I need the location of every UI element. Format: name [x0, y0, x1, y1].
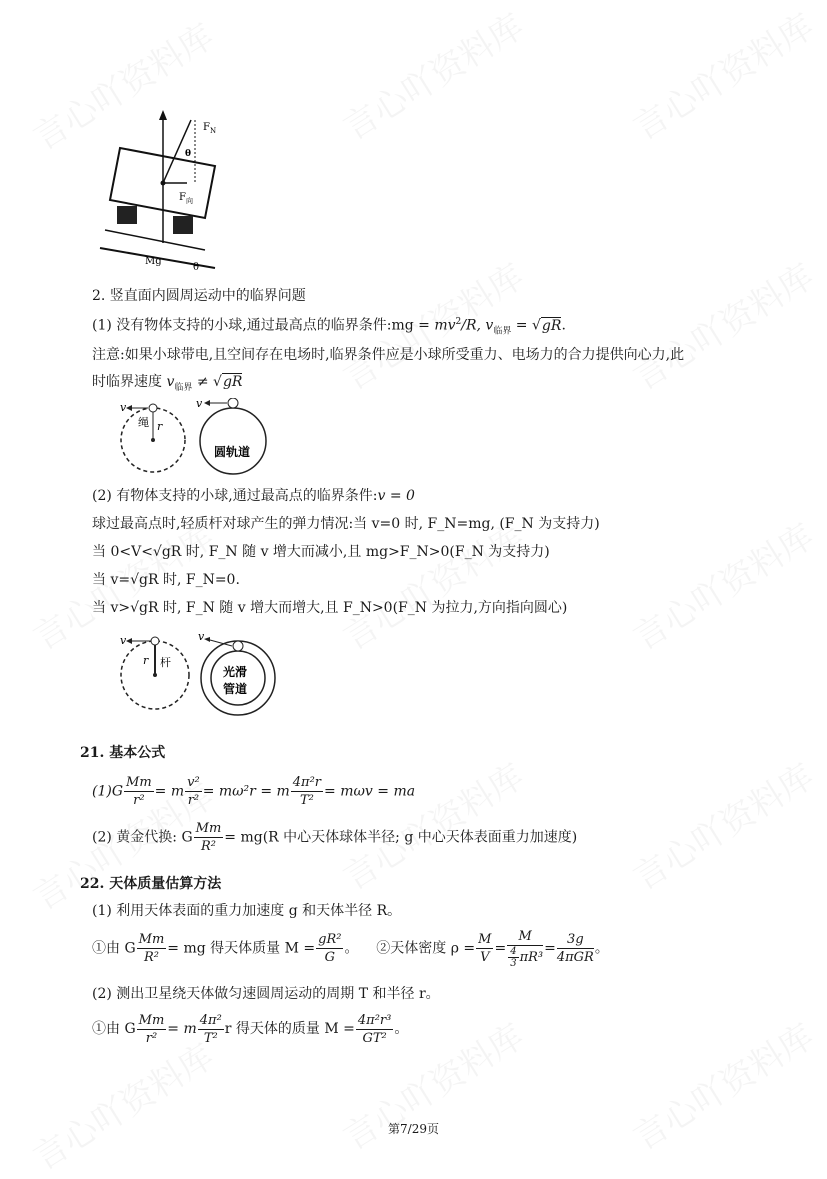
fraction: [137, 1012, 167, 1047]
text: 。: [594, 940, 609, 957]
text: 。: [344, 940, 359, 957]
formula-22-2: [92, 1010, 408, 1048]
text: =: [494, 940, 507, 957]
text: = m: [167, 1021, 197, 1037]
text: = mg(R 中心天体球体半径; g 中心天体表面重力加速度): [224, 829, 578, 846]
text: ①由 G: [92, 1021, 136, 1037]
text: = √: [511, 317, 541, 334]
numerator: 4π²r: [292, 775, 322, 790]
fraction: [557, 931, 594, 966]
denominator: V: [480, 950, 490, 965]
denominator: GT²: [362, 1030, 387, 1046]
rope-and-track-diagram: [110, 398, 280, 480]
fraction: [194, 820, 224, 855]
denominator: [507, 946, 543, 969]
text: mg =: [391, 317, 435, 334]
numerator: 4π²r³: [357, 1012, 392, 1028]
section-2-para-2: [92, 486, 415, 506]
rod-line-2: 当 0<V<√gR 时, F_N 随 v 增大而减小,且 mg>F_N>0(F_N 为支持力): [92, 544, 550, 560]
text: (1) 没有物体支持的小球,通过最高点的临界条件:: [92, 317, 392, 334]
mg-label: Mg: [145, 256, 162, 267]
theta-label-2: θ: [193, 262, 200, 273]
text: 临界: [493, 326, 512, 337]
rod-and-pipe-diagram: [110, 630, 280, 720]
text: ≠ √: [192, 374, 222, 390]
text: (1)G: [92, 783, 124, 800]
fraction: [316, 931, 343, 966]
text: ②天体密度 ρ =: [376, 940, 476, 957]
watermark: [623, 250, 822, 400]
fraction: [476, 931, 493, 966]
text: mv: [434, 317, 456, 334]
text: v: [166, 374, 175, 390]
numerator: v²: [187, 775, 200, 790]
section-2-para-1: [92, 312, 566, 341]
numerator: M: [478, 932, 492, 947]
watermark: [623, 0, 822, 149]
page-number: 第7/29页: [388, 1122, 439, 1136]
watermark: [623, 750, 822, 900]
fraction: [291, 774, 323, 809]
v-label: v: [196, 398, 203, 410]
rod-line-3: 当 v=√gR 时, F_N=0.: [92, 572, 240, 588]
section-2-title: 2. 竖直面内圆周运动中的临界问题: [92, 288, 306, 304]
rod-line-1: 球过最高点时,轻质杆对球产生的弹力情况:当 v=0 时, F_N=mg, (F_N 为支持力): [92, 516, 600, 532]
section-22-para-2: (2) 测出卫星绕天体做匀速圆周运动的周期 T 和半径 r。: [92, 986, 440, 1002]
fraction: [124, 774, 154, 809]
fraction: [508, 946, 518, 969]
denominator: r²: [133, 793, 145, 808]
rope-label: 绳: [138, 416, 149, 429]
watermark: [333, 0, 532, 149]
numerator: 4: [510, 946, 517, 957]
numerator: Mm: [195, 821, 222, 836]
numerator: 3g: [557, 931, 594, 949]
numerator: Mm: [138, 1012, 165, 1028]
denominator: R²: [143, 950, 159, 965]
denominator: 4πGR: [556, 950, 594, 965]
text: πR³: [519, 950, 544, 965]
section-22-title: 22. 天体质量估算方法: [80, 876, 222, 892]
numerator: 4π²: [199, 1012, 222, 1028]
pipe-label: 光滑: [223, 665, 248, 679]
fraction: [356, 1012, 393, 1047]
fraction: [137, 931, 167, 966]
note-line-2: [92, 372, 242, 398]
theta-label: θ: [185, 149, 192, 159]
text: =: [544, 940, 556, 957]
numerator: M: [507, 928, 543, 946]
text: gR: [222, 374, 243, 390]
text: (2) 有物体支持的小球,通过最高点的临界条件:: [92, 488, 378, 504]
text: r 得天体的质量 M =: [224, 1021, 355, 1037]
denominator: T²: [203, 1030, 218, 1046]
numerator: Mm: [126, 775, 152, 790]
fc-label: $F_向$: [179, 192, 193, 205]
fn-label: $F_N$: [203, 122, 217, 135]
text: 时临界速度: [92, 374, 167, 390]
formula-21-2: [92, 820, 577, 855]
banked-car-force-diagram: [95, 108, 225, 273]
denominator: r²: [145, 1030, 158, 1046]
text: (2) 黄金代换: G: [92, 829, 193, 846]
text: = mω²r = m: [202, 783, 290, 800]
numerator: Mm: [138, 932, 165, 947]
text: v: [485, 317, 494, 334]
v-label: v: [120, 634, 127, 647]
denominator: T²: [299, 793, 314, 808]
text: = m: [154, 783, 185, 800]
r-label: r: [157, 420, 163, 433]
text: = mg 得天体质量 M =: [167, 940, 316, 957]
note-line-1: 注意:如果小球带电,且空间存在电场时,临界条件应是小球所受重力、电场力的合力提供向心力,此: [92, 347, 685, 363]
fraction: [507, 928, 543, 969]
v-label: v: [198, 630, 205, 643]
text: gR: [541, 317, 562, 334]
v-label: v: [120, 401, 127, 414]
pipe-label: 管道: [223, 682, 248, 696]
text: 2: [455, 317, 462, 327]
numerator: gR²: [318, 932, 342, 947]
formula-22-1: [92, 928, 609, 969]
text: = mωv = ma: [324, 783, 416, 800]
text: ①由 G: [92, 940, 136, 957]
track-label: 圆轨道: [214, 445, 251, 459]
fraction: [198, 1012, 224, 1047]
fraction: [185, 774, 202, 809]
text: 临界: [174, 382, 193, 393]
r-label: r: [143, 654, 149, 667]
watermark: [23, 1030, 222, 1179]
denominator: G: [324, 950, 335, 965]
text: .: [561, 317, 566, 334]
text: v = 0: [377, 488, 415, 504]
rod-label: 杆: [160, 656, 171, 669]
section-21-title: 21. 基本公式: [80, 745, 166, 761]
denominator: r²: [187, 793, 200, 808]
denominator: 3: [510, 958, 517, 969]
formula-21-1: [92, 774, 415, 809]
watermark: [623, 510, 822, 660]
rod-line-4: 当 v>√gR 时, F_N 随 v 增大而增大,且 F_N>0(F_N 为拉力,方向指向圆心): [92, 600, 568, 616]
text: /R,: [461, 317, 486, 334]
text: 。: [394, 1021, 409, 1037]
denominator: R²: [200, 839, 216, 854]
section-22-para-1: (1) 利用天体表面的重力加速度 g 和天体半径 R。: [92, 903, 402, 919]
